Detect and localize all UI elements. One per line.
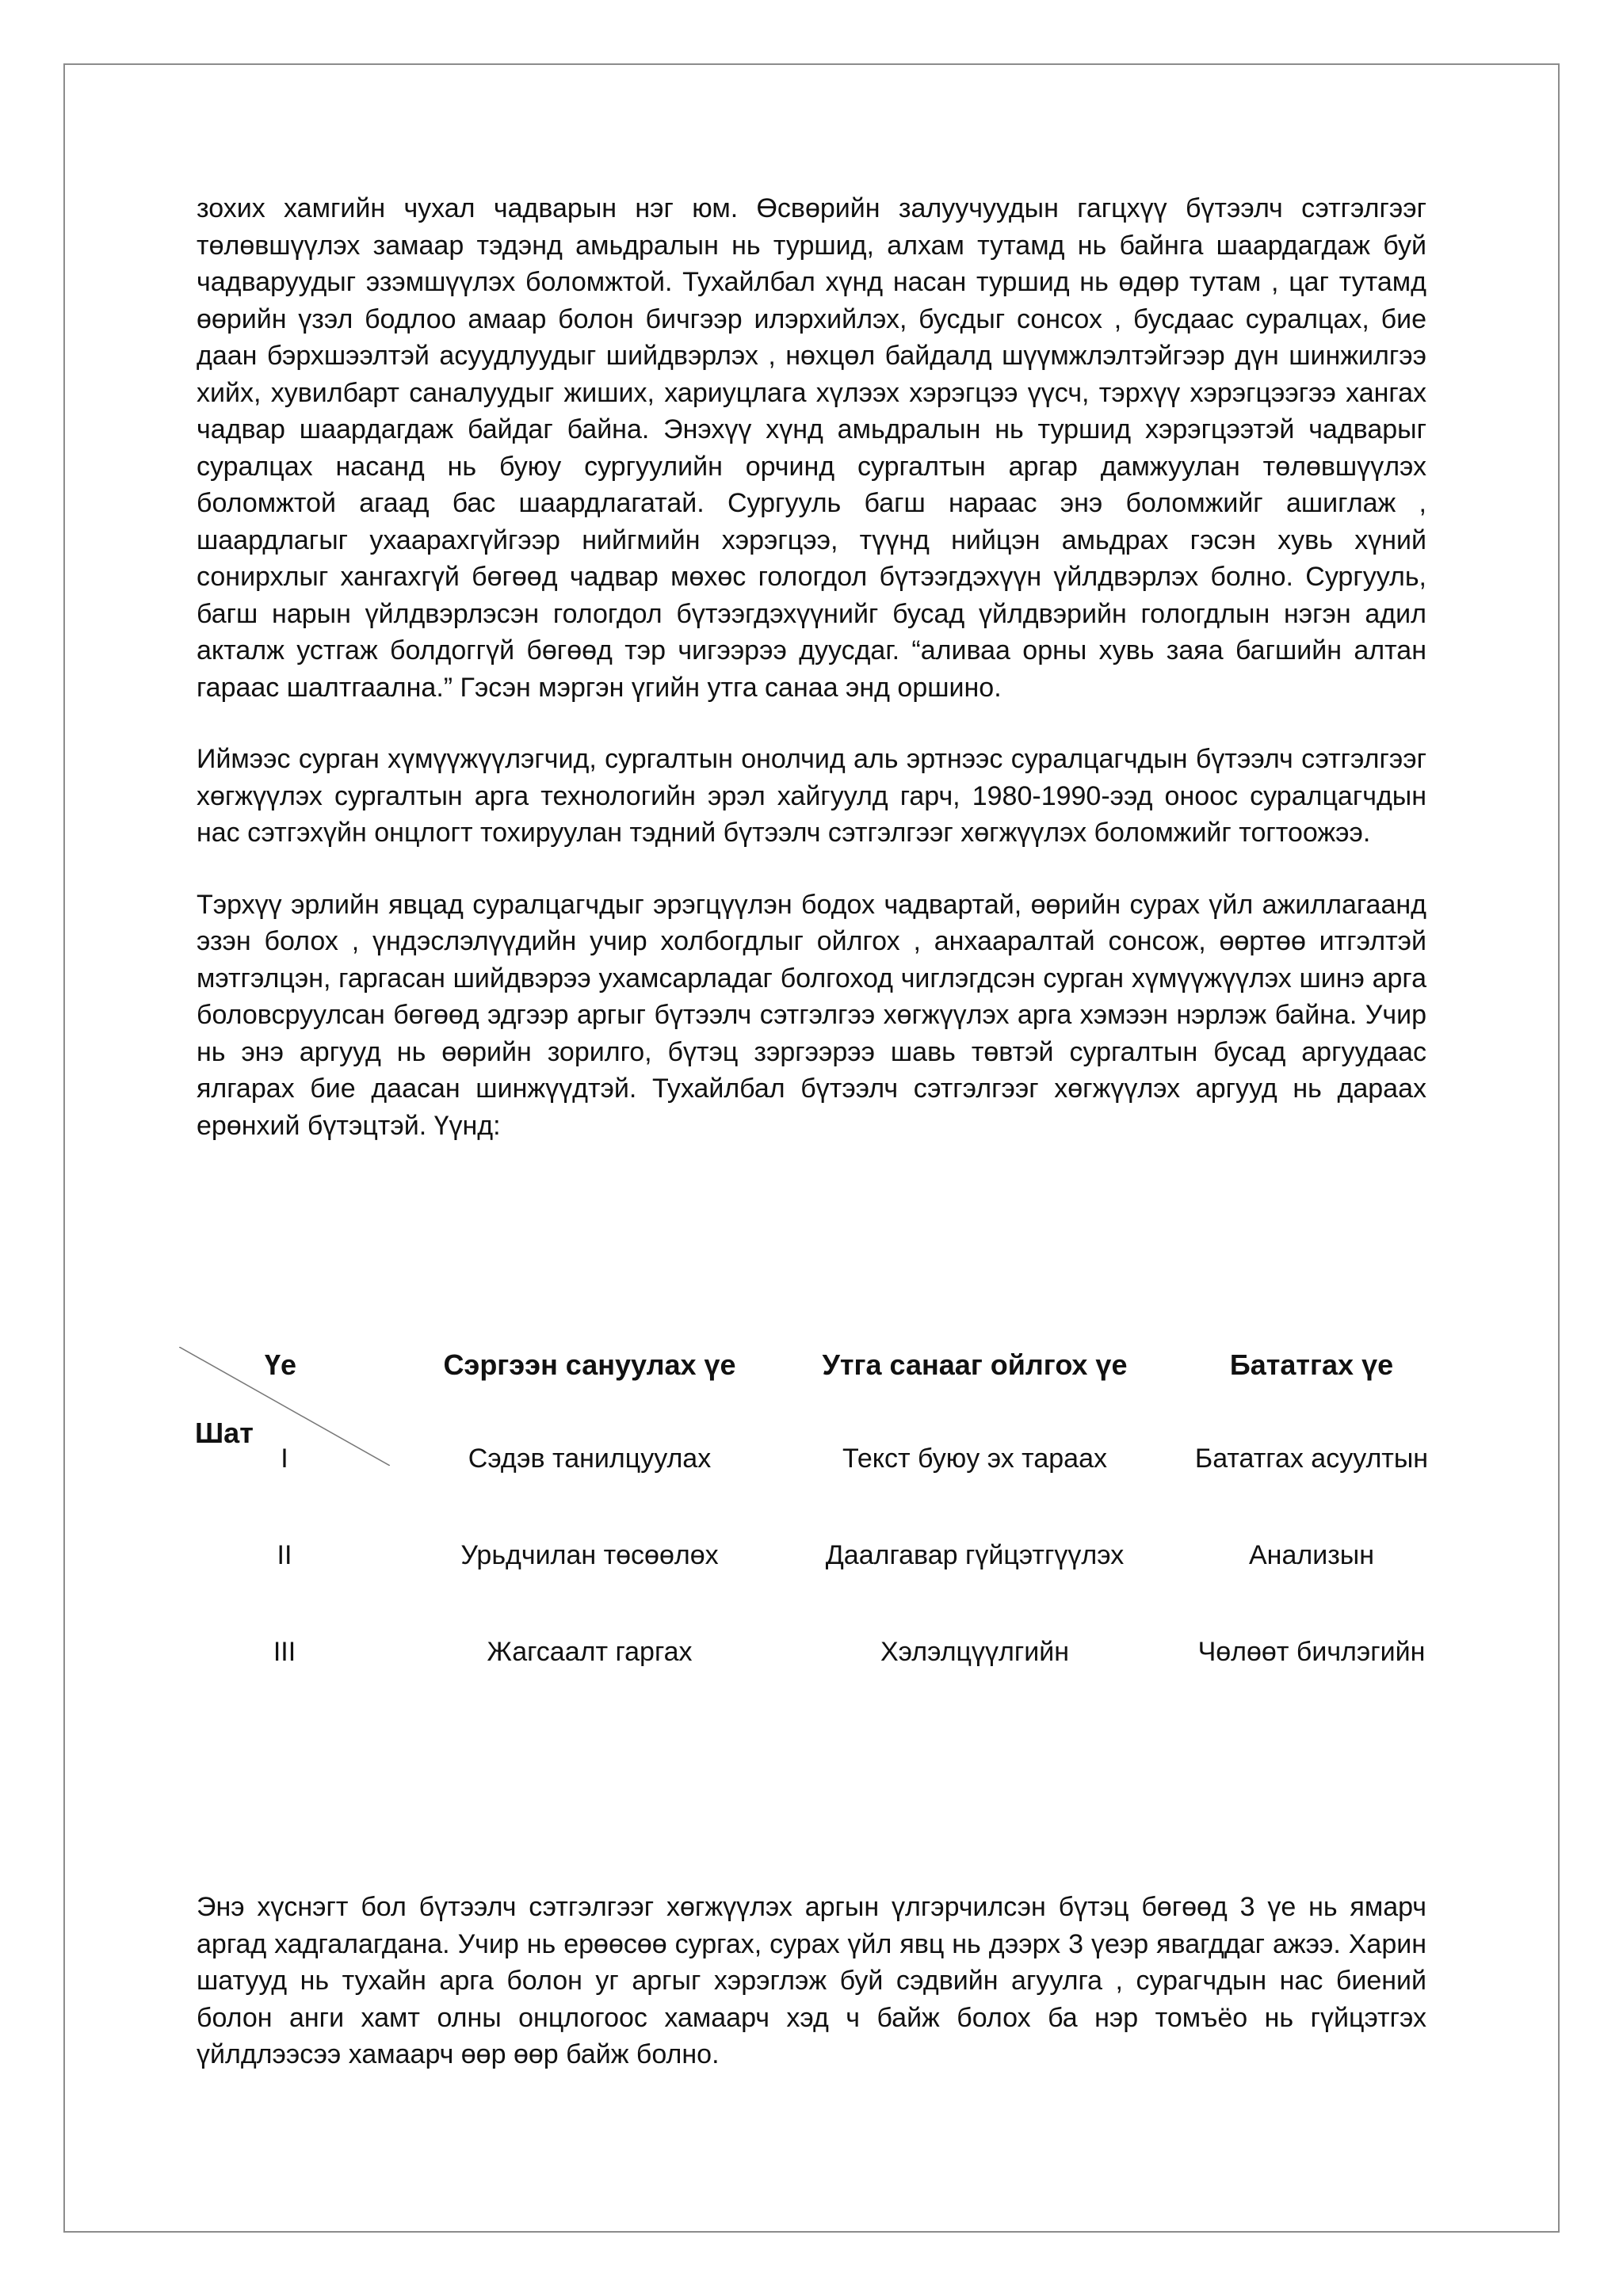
column-header: Утга санааг ойлгох үе — [822, 1348, 1128, 1381]
table-cell: Чөлөөт бичлэгийн — [1197, 1637, 1426, 1667]
document-body — [197, 190, 1426, 1144]
table-cell: Текст буюу эх тараах — [842, 1444, 1107, 1474]
row-label: II — [277, 1540, 292, 1570]
row-label: I — [281, 1444, 288, 1474]
corner-label-stage: Үе — [265, 1348, 297, 1381]
paragraph-4: Энэ хүснэгт бол бүтээлч сэтгэлгээг хөгжүүлэх аргын үлгэрчилсэн бүтэц бөгөөд 3 үе нь ямарч аргад хадгалагдана. Учир нь ерөөсөө сургах, сурах үйл явц нь дээрх 3 үеэр явагддаг ажээ. Харин шатууд нь тухайн арга болон уг аргыг хэрэглэж буй сэдвийн агуулга , сурагчдын нас биений болон анги хамт олны онцлогоос хамаарч хэд ч байж болох ба нэр томъёо нь гүйцэтгэх үйлдлээсээ хамаарч өөр өөр байж болно. — [197, 1892, 1426, 2069]
table-cell: Хэлэлцүүлгийн — [880, 1637, 1070, 1667]
table-row — [179, 1634, 1463, 1730]
table-cell: Даалгавар гүйцэтгүүлэх — [825, 1540, 1125, 1570]
table-cell: Урьдчилан төсөөлөх — [460, 1540, 719, 1570]
column-header: Бататгах үе — [1229, 1348, 1394, 1381]
row-label: III — [273, 1637, 296, 1667]
table-cell: Анализын — [1249, 1540, 1374, 1570]
column-header: Сэргээн сануулах үе — [443, 1348, 736, 1381]
paragraph-3: Тэрхүү эрлийн явцад суралцагчдыг эрэгцүүлэн бодох чадвартай, өөрийн сурах үйл ажиллагаанд эзэн болох , үндэслэлүүдийн учир холбогдлыг ойлгох , анхааралтай сонсож, өөртөө итгэлтэй мэтгэлцэн, гаргасан шийдвэрээ ухамсарладаг болгоход чиглэгдсэн сурган хүмүүжүүлэх шинэ арга боловсруулсан бөгөөд эдгээр аргыг бүтээлч сэтгэлгээ хөгжүүлэх арга хэмээн нэрлэж байна. Учир нь энэ аргууд нь өөрийн зорилго, бүтэц зэргээрээ шавь төвтэй сургалтын бусад аргуудаас ялгарах бие даасан шинжүүдтэй. Тухайлбал бүтээлч сэтгэлгээг хөгжүүлэх аргууд нь дараах ерөнхий бүтэцтэй. Үүнд: — [197, 889, 1426, 1141]
table-header-row — [179, 1347, 1463, 1440]
paragraph-2: Иймээс сурган хүмүүжүүлэгчид, сургалтын онолчид аль эртнээс суралцагчдын бүтээлч сэтгэлгээг хөгжүүлэх сургалтын арга технологийн эрэл хайгуулд гарч, 1980-1990-ээд оноос суралцагчдын нас сэтгэхүйн онцлогт тохируулан тэдний бүтээлч сэтгэлгээг хөгжүүлэх боломжийг тогтоожээ. — [197, 744, 1426, 848]
method-structure-table — [179, 1347, 1463, 1730]
table-cell: Жагсаалт гаргах — [487, 1637, 693, 1667]
corner-cell — [179, 1347, 390, 1449]
corner-label-step: Шат — [195, 1417, 254, 1449]
table-row — [179, 1537, 1463, 1634]
paragraph-1: зохих хамгийн чухал чадварын нэг юм. Өсвөрийн залуучуудын гагцхүү бүтээлч сэтгэлгээг төлөвшүүлэх замаар тэдэнд амьдралын нь туршид, алхам тутамд нь байнга шаардагдаж буй чадваруудыг эзэмшүүлэх боломжтой. Тухайлбал хүнд насан туршид нь өдөр тутам , цаг тутамд өөрийн үзэл бодлоо амаар болон бичгээр илэрхийлэх, бусдыг сонсох , бусдаас суралцах, бие даан бэрхшээлтэй асуудлуудыг шийдвэрлэх , нөхцөл байдалд шүүмжлэлтэйгээр дүн шинжилгээ хийх, хувилбарт саналуудыг жиших, хариуцлага хүлээх хэрэгцээ үүсч, тэрхүү хэрэгцээгээ хангах чадвар шаардагдаж байдаг байна. Энэхүү хүнд амьдралын нь туршид хэрэгцээтэй чадварыг суралцах насанд нь буюу сургуулийн орчинд сургалтын аргар дамжуулан төлөвшүүлэх боломжтой агаад бас шаардлагатай. Сургууль багш нараас энэ боломжийг ашиглаж , шаардлагыг ухаарахгүйгээр нийгмийн хэрэгцээ, түүнд нийцэн амьдрах гэсэн хувь хүний сонирхлыг хангахгүй бөгөөд чадвар мөхөс гологдол бүтээгдэхүүн үйлдвэрлэх болно. Сургууль, багш нарын үйлдвэрлэсэн гологдол бүтээгдэхүүнийг бусад үйлдвэрийн гологдлын нэгэн адил акталж устгаж болдоггүй бөгөөд тэр чигээрээ дуусдаг. “аливаа орны хувь заяа багшийн алтан гараас шалтгаална.” Гэсэн мэргэн үгийн утга санаа энд оршино. — [197, 193, 1426, 703]
table-cell: Бататгах асуултын — [1194, 1444, 1429, 1474]
table-cell: Сэдэв танилцуулах — [468, 1444, 712, 1474]
